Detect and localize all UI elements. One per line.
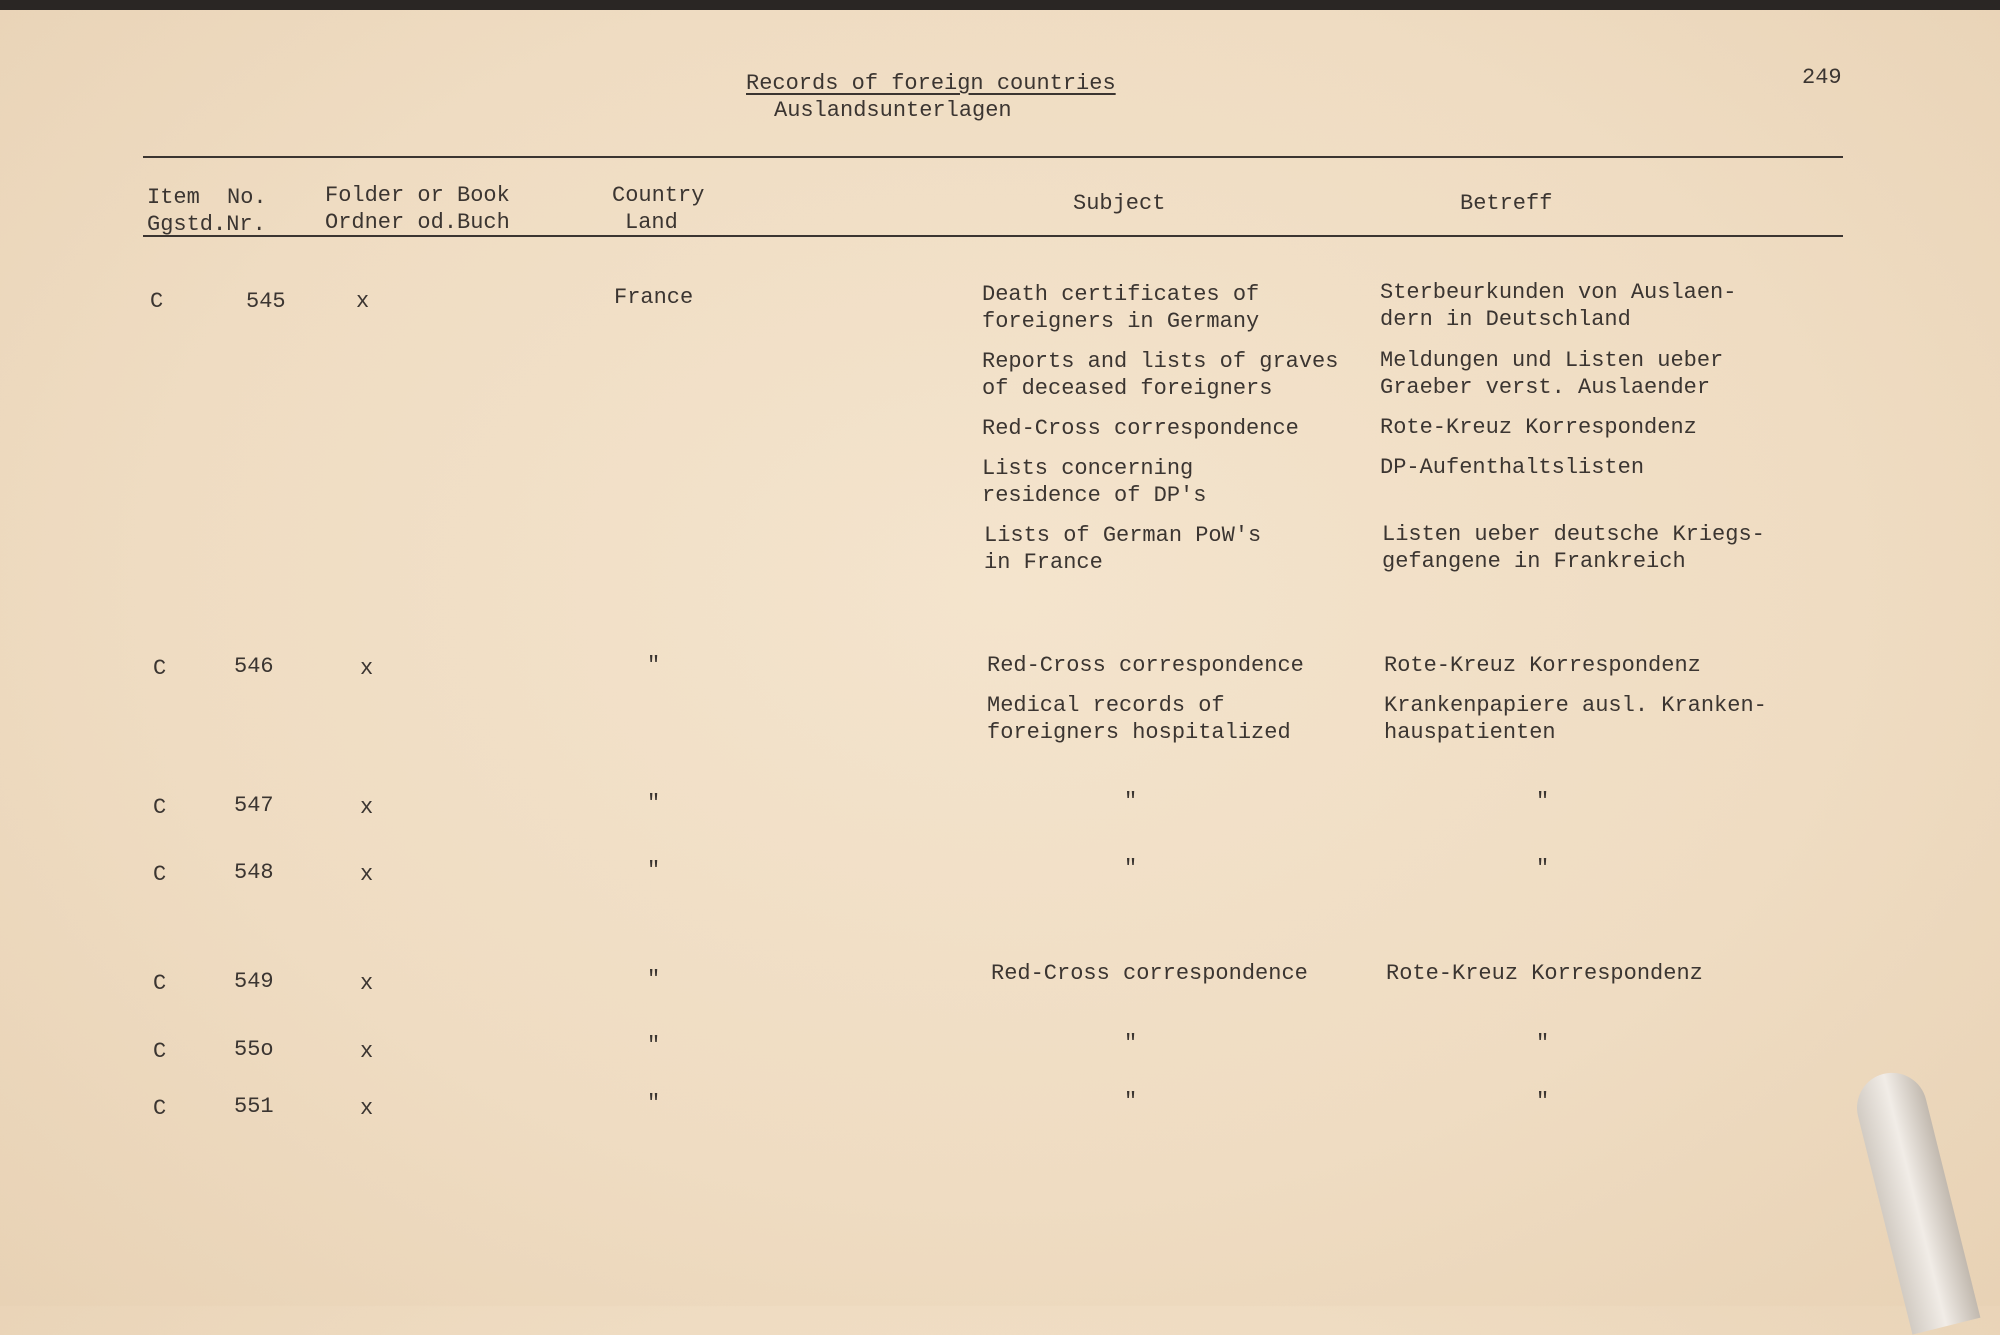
betreff-cell: Rote-Kreuz Korrespondenz [1384, 653, 1701, 678]
number-cell: 547 [234, 793, 274, 818]
item-cell: C [153, 971, 167, 996]
subject-cell: Reports and lists of graves of deceased foreigners [982, 349, 1339, 401]
item-cell: C [153, 1096, 167, 1121]
country-cell: " [647, 1091, 661, 1116]
country-cell: " [647, 858, 661, 883]
folder-cell: x [360, 1096, 374, 1121]
col-subject: Subject [1073, 191, 1166, 216]
subject-cell: Death certificates of foreigners in Germany [982, 282, 1260, 334]
col-folder-de: Ordner od.Buch [325, 210, 510, 235]
col-item-de: Ggstd. [147, 212, 227, 237]
header-top-rule [143, 156, 1843, 158]
col-country-de: Land [625, 210, 678, 235]
folder-cell: x [360, 862, 374, 887]
col-no-en: No. [227, 185, 267, 210]
folder-cell: x [360, 1039, 374, 1064]
page-subtitle: Auslandsunterlagen [774, 98, 1012, 123]
betreff-cell: Rote-Kreuz Korrespondenz [1386, 961, 1703, 986]
number-cell: 551 [234, 1094, 274, 1119]
betreff-cell: DP-Aufenthaltslisten [1380, 455, 1645, 480]
page-title: Records of foreign countries [746, 71, 1116, 96]
country-cell: France [614, 285, 694, 310]
subject-cell: Lists of German PoW's in France [984, 523, 1262, 575]
betreff-cell: " [1536, 1089, 1550, 1114]
betreff-cell: " [1536, 856, 1550, 881]
item-cell: C [153, 656, 167, 681]
col-folder-en: Folder or Book [325, 183, 510, 208]
betreff-cell: " [1536, 789, 1550, 814]
subject-cell: " [1124, 1031, 1138, 1056]
col-item-en: Item [147, 185, 200, 210]
betreff-cell: Rote-Kreuz Korrespondenz [1380, 415, 1697, 440]
folder-cell: x [360, 971, 374, 996]
number-cell: 545 [246, 289, 286, 314]
col-betreff: Betreff [1460, 191, 1553, 216]
country-cell: " [647, 1033, 661, 1058]
col-no-de: .Nr. [213, 212, 266, 237]
scan-top-edge [0, 0, 2000, 10]
number-cell: 546 [234, 654, 274, 679]
number-cell: 55o [234, 1037, 274, 1062]
subject-cell: " [1124, 1089, 1138, 1114]
betreff-cell: Meldungen und Listen ueber Graeber verst. Auslaender [1380, 348, 1724, 400]
subject-cell: Red-Cross correspondence [991, 961, 1308, 986]
betreff-cell: Sterbeurkunden von Auslaen- dern in Deutschland [1380, 280, 1737, 332]
country-cell: " [647, 967, 661, 992]
item-cell: C [153, 862, 167, 887]
folder-cell: x [360, 656, 374, 681]
subject-cell: Lists concerning residence of DP's [982, 456, 1207, 508]
subject-cell: " [1124, 856, 1138, 881]
number-cell: 548 [234, 860, 274, 885]
item-cell: C [153, 1039, 167, 1064]
betreff-cell: Krankenpapiere ausl. Kranken- hauspatienten [1384, 693, 1767, 745]
folder-cell: x [360, 795, 374, 820]
folder-cell: x [356, 289, 370, 314]
page-clip-image [1850, 1065, 1981, 1334]
country-cell: " [647, 653, 661, 678]
subject-cell: " [1124, 789, 1138, 814]
betreff-cell: " [1536, 1031, 1550, 1056]
subject-cell: Red-Cross correspondence [987, 653, 1304, 678]
page-number: 249 [1802, 65, 1842, 90]
item-cell: C [150, 289, 164, 314]
betreff-cell: Listen ueber deutsche Kriegs- gefangene in Frankreich [1382, 522, 1765, 574]
number-cell: 549 [234, 969, 274, 994]
subject-cell: Medical records of foreigners hospitalized [987, 693, 1291, 745]
country-cell: " [647, 791, 661, 816]
subject-cell: Red-Cross correspondence [982, 416, 1299, 441]
item-cell: C [153, 795, 167, 820]
col-country-en: Country [612, 183, 705, 208]
